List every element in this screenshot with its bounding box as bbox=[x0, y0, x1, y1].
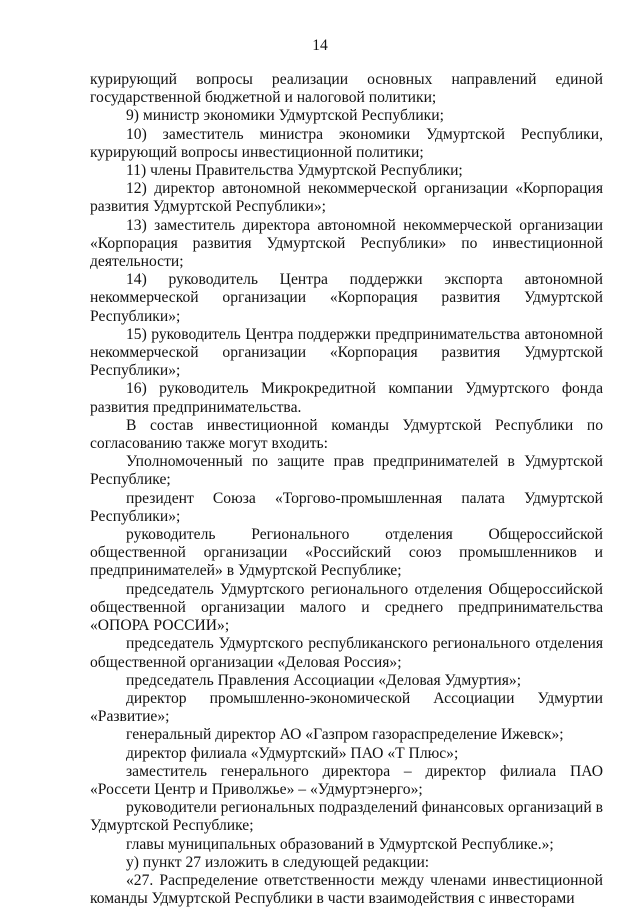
amendment-point-27: у) пункт 27 изложить в следующей редакции: bbox=[126, 853, 430, 871]
member-delovaya-udmurtiya-chair: председатель Правления Ассоциации «Деловая Удмуртия»; bbox=[126, 671, 522, 689]
member-financial-heads: руководители региональных подразделений финансовых организаций в Удмуртской Республике; bbox=[90, 799, 603, 835]
list-item-12: 12) директор автономной некоммерческой организации «Корпорация развития Удмуртской Республики»; bbox=[90, 180, 603, 216]
point-27-text: «27. Распределение ответственности между членами инвестиционной команды Удмуртской Республики в части взаимодействия с инвесторами bbox=[90, 871, 603, 908]
list-item-11: 11) члены Правительства Удмуртской Республики; bbox=[126, 162, 463, 180]
paragraph-continuation: курирующий вопросы реализации основных направлений единой государственной бюджетной и налоговой политики; bbox=[90, 71, 603, 107]
member-delovaya-rossiya-chair: председатель Удмуртского республиканского регионального отделения общественной организации «Деловая Россия»; bbox=[90, 635, 603, 671]
member-rosseti-deputy: заместитель генерального директора – директор филиала ПАО «Россети Центр и Приволжье» – «Удмуртэнерго»; bbox=[90, 762, 603, 798]
member-chamber-president: президент Союза «Торгово-промышленная палата Удмуртской Республики»; bbox=[90, 489, 603, 525]
member-gazprom-director: генеральный директор АО «Газпром газораспределение Ижевск»; bbox=[126, 726, 564, 744]
member-municipal-heads: главы муниципальных образований в Удмуртской Республике.»; bbox=[126, 835, 554, 853]
paragraph-agreement-intro: В состав инвестиционной команды Удмуртской Республики по согласованию также могут входить: bbox=[90, 416, 603, 453]
member-ombudsman: Уполномоченный по защите прав предпринимателей в Удмуртской Республике; bbox=[90, 453, 603, 489]
list-item-14: 14) руководитель Центра поддержки экспорта автономной некоммерческой организации «Корпорация развития Удмуртской Республики»; bbox=[90, 271, 603, 325]
list-item-13: 13) заместитель директора автономной некоммерческой организации «Корпорация развития Удмуртской Республики» по инвестиционной деятельности; bbox=[90, 216, 603, 271]
page-number: 14 bbox=[312, 37, 328, 54]
list-item-9: 9) министр экономики Удмуртской Республики; bbox=[126, 107, 444, 125]
member-t-plus-director: директор филиала «Удмуртский» ПАО «Т Плюс»; bbox=[126, 744, 459, 762]
list-item-16: 16) руководитель Микрокредитной компании Удмуртского фонда развития предпринимательства. bbox=[90, 380, 603, 416]
member-razvitie-director: директор промышленно-экономической Ассоциации Удмуртии «Развитие»; bbox=[90, 689, 603, 726]
list-item-15: 15) руководитель Центра поддержки предпринимательства автономной некоммерческой организации «Корпорация развития Удмуртской Республики»; bbox=[90, 325, 603, 380]
member-opora-chair: председатель Удмуртского регионального отделения Общероссийской общественной организации малого и среднего предпринимательства «ОПОРА РОССИИ»; bbox=[90, 580, 603, 635]
list-item-10: 10) заместитель министра экономики Удмуртской Республики, курирующий вопросы инвестиционной политики; bbox=[90, 125, 603, 161]
document-body bbox=[90, 71, 603, 908]
member-rspp-head: руководитель Регионального отделения Общероссийской общественной организации «Российский союз промышленников и предпринимателей» в Удмуртской Республике; bbox=[90, 526, 603, 580]
